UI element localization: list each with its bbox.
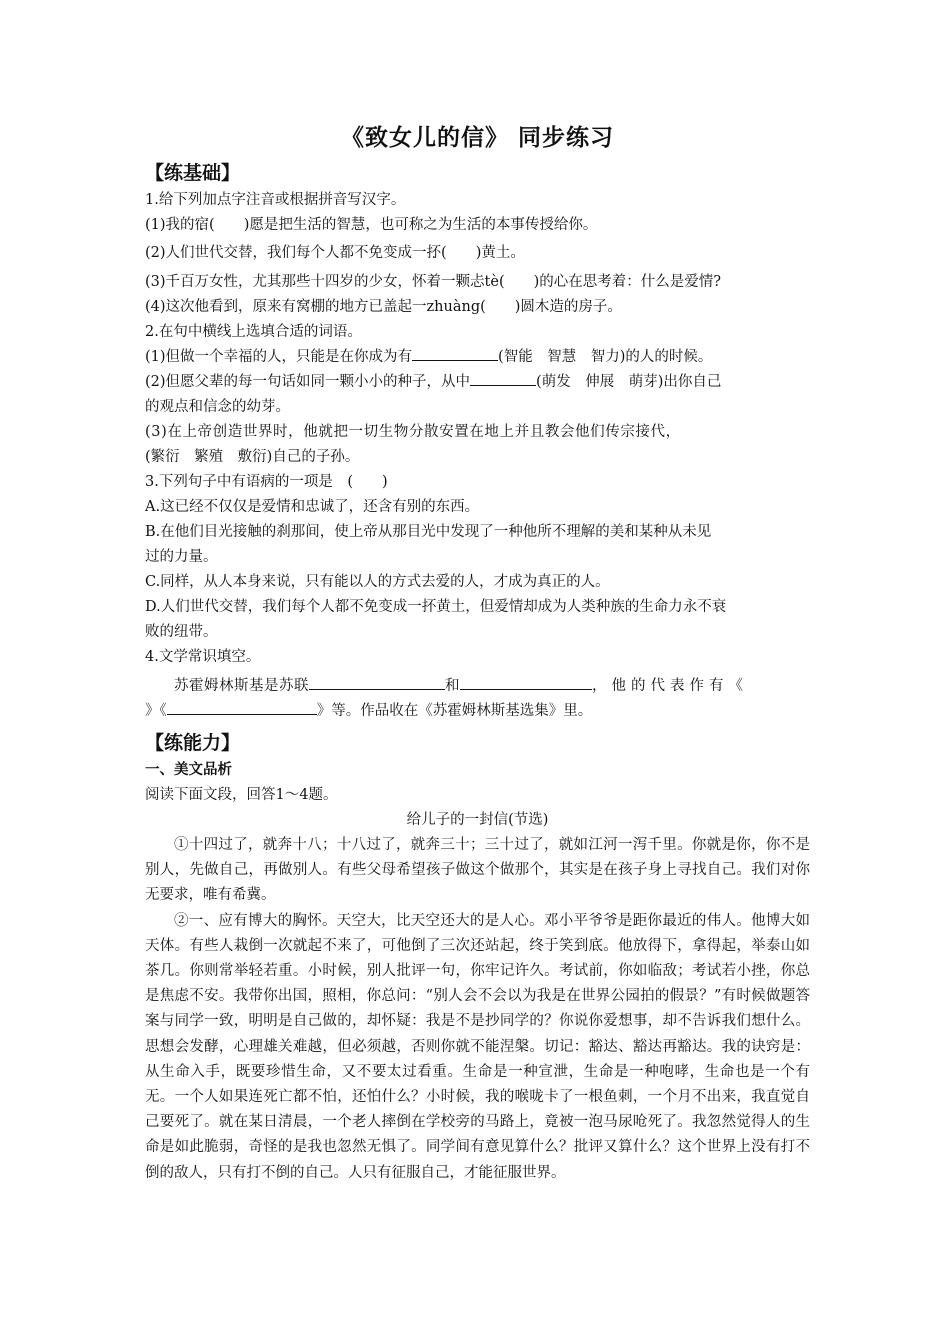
page-title: 《致女儿的信》 同步练习 xyxy=(340,125,614,151)
q3-option-a: A.这已经不仅仅是爱情和忠诚了，还含有别的东西。 xyxy=(145,499,480,515)
article-paragraph-1: ①十四过了，就奔十八；十八过了，就奔三十；三十过了，就如江河一泻千里。你就是你，你不是别人，先做自己，再做别人。有些父母希望孩子做这个做那个，其实是在孩子身上寻找自己。我们对你无要求，唯有希冀。 xyxy=(145,837,810,904)
section-heading-basic: 【练基础】 xyxy=(145,162,241,184)
section-heading-ability: 【练能力】 xyxy=(145,732,241,754)
q1-item-2: (2)人们世代交替，我们每个人都不免变成一抔( )黄土。 xyxy=(145,245,525,261)
answer-blank[interactable] xyxy=(460,675,592,690)
q4-line-1: 苏霍姆林斯基是苏联 和 ，他的代表作有《 xyxy=(145,674,810,699)
answer-blank[interactable] xyxy=(167,700,317,715)
answer-blank[interactable] xyxy=(309,675,445,690)
reading-heading: 一、美文品析 xyxy=(145,762,232,778)
answer-blank[interactable] xyxy=(470,371,536,386)
worksheet xyxy=(145,118,810,1186)
q1-item-4: (4)这次他看到，原来有窝棚的地方已盖起一zhuàng( )圆木造的房子。 xyxy=(145,299,622,315)
q4-stem: 4.文学常识填空。 xyxy=(145,649,261,665)
q1-item-1: (1)我的宿( )愿是把生活的智慧，也可称之为生活的本事传授给你。 xyxy=(145,217,598,233)
dotted-char: 宿 xyxy=(194,217,210,233)
q2-stem: 2.在句中横线上选填合适的词语。 xyxy=(145,324,362,340)
q4-line-2: 》《 》等。作品收在《苏霍姆林斯基选集》里。 xyxy=(145,699,810,724)
q2-item-3-cont: (繁衍 繁殖 敷衍)自己的子孙。 xyxy=(145,449,360,465)
q1-stem: 1.给下列加点字注音或根据拼音写汉字。 xyxy=(145,192,406,208)
dotted-char: 抔 xyxy=(426,245,442,261)
q3-option-b-cont: 过的力量。 xyxy=(145,549,218,565)
q1-item-3: (3)千百万女性，尤其那些十四岁的少女，怀着一颗忐tè( )的心在思考着：什么是爱情? xyxy=(145,274,722,290)
q2-item-3: (3)在上帝创造世界时，他就把一切生物分散安置在地上并且教会他们传宗接代， xyxy=(145,424,681,440)
q3-option-b: B.在他们目光接触的刹那间，使上帝从那目光中发现了一种他所不理解的美和某种从未见 xyxy=(145,524,712,540)
q2-item-1: (1)但做一个幸福的人，只能是在你成为有 (智能 智慧 智力)的人的时候。 xyxy=(145,345,810,370)
q3-option-c: C.同样，从人本身来说，只有能以人的方式去爱的人，才成为真正的人。 xyxy=(145,574,610,590)
q3-stem: 3.下列句子中有语病的一项是 ( ) xyxy=(145,474,388,490)
answer-blank[interactable] xyxy=(412,346,498,361)
q2-item-2-cont: 的观点和信念的幼芽。 xyxy=(145,399,290,415)
q3-option-d-cont: 败的纽带。 xyxy=(145,624,218,640)
reading-instruction: 阅读下面文段，回答1～4题。 xyxy=(145,787,338,803)
q3-option-d: D.人们世代交替，我们每个人都不免变成一抔黄土，但爱情却成为人类种族的生命力永不衰 xyxy=(145,599,727,615)
article-title: 给儿子的一封信(节选) xyxy=(406,812,549,828)
q2-item-2: (2)但愿父辈的每一句话如同一颗小小的种子，从中 (萌发 伸展 萌芽)出你自己 xyxy=(145,370,810,395)
article-paragraph-2: ②一、应有博大的胸怀。天空大，比天空还大的是人心。邓小平爷爷是距你最近的伟人。他博大如天体。有些人栽倒一次就起不来了，可他倒了三次还站起，终于笑到底。他放得下，拿得起，举泰山如茶几。你则常举轻若重。小时候，别人批评一句，你牢记许久。考试前，你如临敌；考试若小挫，你总是焦虑不安。我带你出国，照相，你总问：“别人会不会以为我是在世界公园拍的假景？”有时候做题答案与同学一致，明明是自己做的，却怀疑：我是不是抄同学的？你说你爱想事，却不告诉我们想什么。思想会发酵，心理雄关难越，但必须越，否则你就不能涅槃。切记：豁达、豁达再豁达。我的诀窍是：从生命入手，既要珍惜生命，又不要太过看重。生命是一种宣泄，生命是一种咆哮，生命也是一个有无。一个人如果连死亡都不怕，还怕什么？小时候，我的喉咙卡了一根鱼刺，一个月不出来，我直觉自己要死了。就在某日清晨，一个老人摔倒在学校旁的马路上，竟被一泡马尿呛死了。我忽然觉得人的生命是如此脆弱，奇怪的是我也忽然无惧了。同学间有意见算什么？批评又算什么？这个世界上没有打不倒的敌人，只有打不倒的自己。人只有征服自己，才能征服世界。 xyxy=(145,912,810,1181)
